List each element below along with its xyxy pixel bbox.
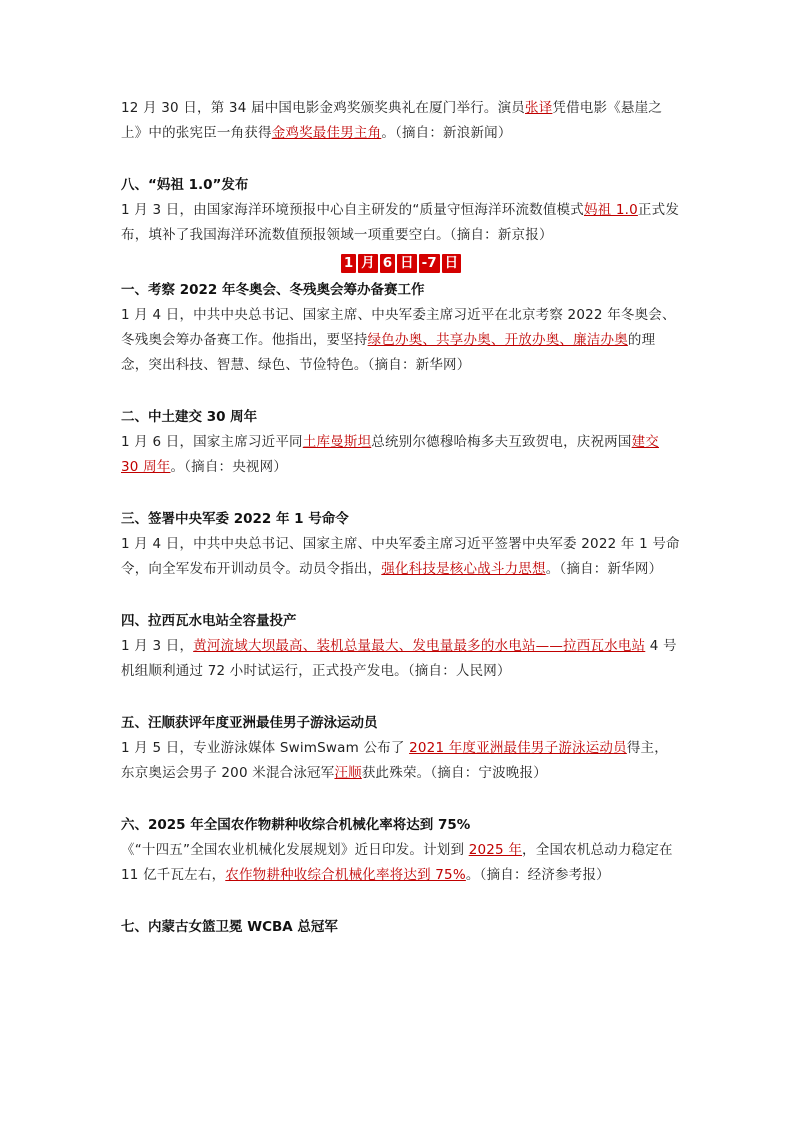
text-run: 1 月 4 日，中共中央总书记、国家主席、中央军委主席习近平签署中央军委 2022 年 1 号命令，向全军发布开训动员令。动员令指出，	[121, 536, 680, 577]
text-run: 。（摘自：新华网）	[545, 561, 663, 577]
section-mazu	[121, 173, 681, 248]
news-item-7	[121, 915, 681, 940]
text-run: 12 月 30 日，第 34 届中国电影金鸡奖颁奖典礼在厦门举行。演员	[121, 100, 525, 116]
text-run: 《“十四五”全国农业机械化发展规划》近日印发。计划到	[121, 842, 469, 858]
section-heading: 一、考察 2022 年冬奥会、冬残奥会筹办备赛工作	[121, 282, 425, 298]
paragraph	[121, 96, 681, 146]
text-run: 1 月 5 日，专业游泳媒体 SwimSwam 公布了	[121, 740, 410, 756]
news-item-1	[121, 278, 681, 378]
highlight-link[interactable]: 2021 年度亚洲最佳男子游泳运动员	[409, 740, 627, 756]
text-run: 1 月 4 日，中共中央总书记、国家主席、中央军委主席习近平在北京考察 2022 年冬奥会、冬残奥会筹办备赛工作。他指出，要坚持	[121, 307, 676, 348]
highlight-link[interactable]: 强化科技是核心战斗力思想	[381, 561, 546, 577]
text-run: 1 月 3 日，由国家海洋环境预报中心自主研发的“质量守恒海洋环流数值模式	[121, 202, 584, 218]
text-run: 。（摘自：央视网）	[170, 459, 288, 475]
highlight-link[interactable]: 妈祖 1.0	[583, 202, 638, 218]
paragraph	[121, 736, 681, 786]
highlight-link[interactable]: 农作物耕种收综合机械化率将达到 75%	[225, 867, 466, 883]
highlight-link[interactable]: 2025 年	[468, 842, 523, 858]
date-range-header	[121, 252, 681, 278]
text-run: 得主，东京奥运会男子 200 米混合泳冠军	[121, 740, 668, 781]
text-run: 1 月 6 日，国家主席习近平同	[121, 434, 303, 450]
highlight-link[interactable]: 建交 30 周年	[121, 434, 659, 475]
paragraph	[121, 634, 681, 684]
news-item-4	[121, 609, 681, 684]
news-item-5	[121, 711, 681, 786]
news-item-6	[121, 813, 681, 888]
news-item-3	[121, 507, 681, 582]
section-heading: 五、汪顺获评年度亚洲最佳男子游泳运动员	[121, 715, 378, 731]
highlight-link[interactable]: 汪顺	[334, 765, 362, 781]
text-run: 获此殊荣。（摘自：宁波晚报）	[361, 765, 547, 781]
section-heading: 三、签署中央军委 2022 年 1 号命令	[121, 511, 349, 527]
date-chip: 日	[442, 254, 462, 273]
section-heading: 八、“妈祖 1.0”发布	[121, 177, 249, 193]
text-run: 的理念，突出科技、智慧、绿色、节俭特色。（摘自：新华网）	[121, 332, 656, 373]
text-run: 正式发布，填补了我国海洋环流数值预报领域一项重要空白。（摘自：新京报）	[121, 202, 680, 243]
section-heading: 七、内蒙古女篮卫冕 WCBA 总冠军	[121, 919, 338, 935]
section-heading: 二、中土建交 30 周年	[121, 409, 258, 425]
highlight-link[interactable]: 金鸡奖最佳男主角	[271, 125, 382, 141]
paragraph	[121, 198, 681, 248]
section-heading: 四、拉西瓦水电站全容量投产	[121, 613, 297, 629]
highlight-link[interactable]: 黄河流域大坝最高、装机总量最大、发电量最多的水电站——拉西瓦水电站	[193, 638, 646, 654]
paragraph	[121, 303, 681, 378]
section-heading: 六、2025 年全国农作物耕种收综合机械化率将达到 75%	[121, 817, 471, 833]
section-jinji-award	[121, 96, 681, 146]
paragraph	[121, 838, 681, 888]
date-chip: 日	[397, 254, 417, 273]
text-run: 1 月 3 日，	[121, 638, 194, 654]
paragraph	[121, 430, 681, 480]
text-run: 。（摘自：经济参考报）	[465, 867, 610, 883]
text-run: 4 号机组顺利通过 72 小时试运行，正式投产发电。（摘自：人民网）	[121, 638, 677, 679]
date-chip: 1	[341, 254, 356, 273]
text-run: 。（摘自：新浪新闻）	[381, 125, 512, 141]
paragraph	[121, 532, 681, 582]
highlight-link[interactable]: 绿色办奥、共享办奥、开放办奥、廉洁办奥	[367, 332, 628, 348]
news-item-2	[121, 405, 681, 480]
date-chip: -7	[419, 254, 440, 273]
text-run: 总统别尔德穆哈梅多夫互致贺电，庆祝两国	[371, 434, 632, 450]
text-run: ，全国农机总动力稳定在 11 亿千瓦左右，	[121, 842, 673, 883]
document-page	[121, 96, 681, 940]
highlight-link[interactable]: 土库曼斯坦	[302, 434, 372, 450]
date-chip: 6	[380, 254, 395, 273]
text-run: 凭借电影《悬崖之上》中的张宪臣一角获得	[121, 100, 663, 141]
date-chip: 月	[358, 254, 378, 273]
highlight-link[interactable]: 张译	[525, 100, 553, 116]
